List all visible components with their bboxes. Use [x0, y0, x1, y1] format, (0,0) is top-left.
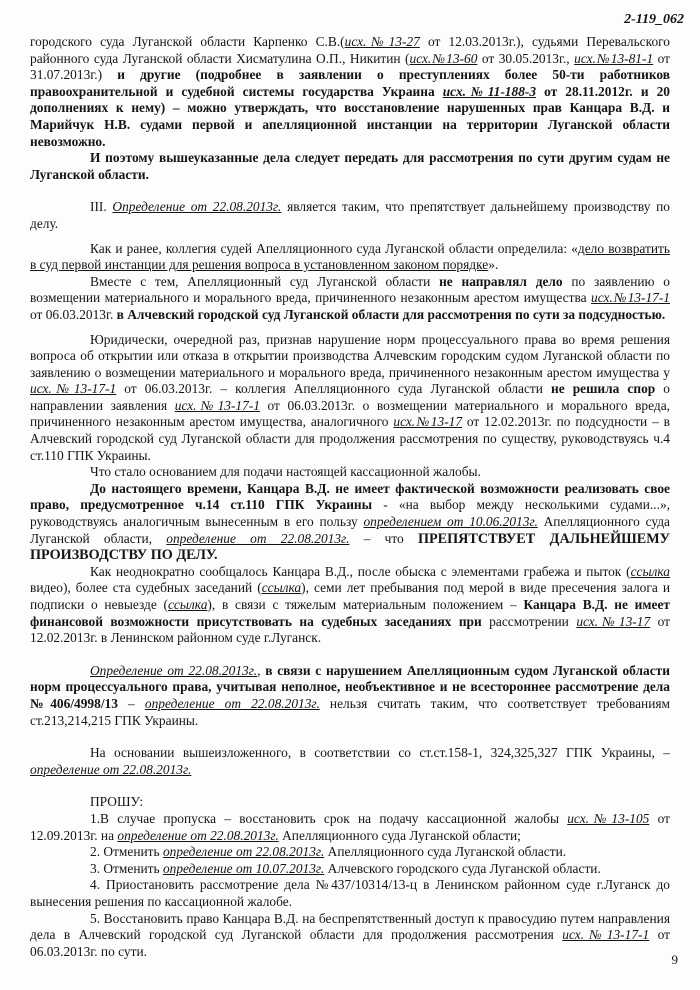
text-run: исх.№13-60 — [409, 50, 478, 66]
text-run: определение от 22.08.2013г. — [162, 844, 325, 860]
text-run: от 06.03.2013г. — [30, 306, 117, 322]
text-run: определение от 22.08.2013г. — [30, 761, 192, 777]
text-run: исх.№13-105 — [567, 810, 650, 826]
text-run: И поэтому вышеуказанные дела следует передать для рассмотрения по сути другим судам не Луганской области. — [30, 150, 670, 182]
text-run: – — [117, 695, 145, 711]
text-run: исх.№13-17 — [576, 613, 651, 629]
page-number: 9 — [671, 952, 678, 967]
text-run: Определение от 22.08.2013г. — [112, 199, 282, 215]
text-run: На основании вышеизложенного, в соответствии со ст.ст.158-1, 324,325,327 ГПК Украины, – — [90, 745, 670, 761]
para-not-sent — [30, 274, 670, 324]
text-run: от 12.03.2013г.), судьями Перевальского районного суда Луганской области Хисматулина О.П., Никитин ( — [30, 34, 670, 66]
text-run: от 06.03.2013г. по сути. — [30, 927, 671, 959]
text-run: по заявлению о возмещении материального и морального вреда, причиненного незаконным арестом имущества — [30, 273, 670, 306]
text-run: Юридически, очередной раз, признав нарушение норм процессуального права во время решения вопроса об открытии или отказа в открытии производства Алчевским городским судом Луганской области по заявлению о возмещении материального и морального вреда, причиненного незаконным арестом имущества у — [30, 331, 670, 380]
text-run: ), семи лет пребывания под мерой в виде пресечения залога и подписки о невыезде ( — [30, 580, 670, 612]
para-intro-continued — [30, 34, 670, 150]
text-run: ». — [488, 257, 499, 273]
text-run: нельзя считать таким, что соответствует требованиям ст.213,214,215 ГПК Украины. — [30, 695, 671, 728]
request-item-4 — [30, 877, 670, 910]
text-run: ПРЕПЯТСТВУЕТ ДАЛЬНЕЙШЕМУ ПРОИЗВОДСТВУ ПО ДЕЛУ. — [30, 530, 671, 564]
text-run: исх.№13-17-1 — [174, 397, 260, 413]
text-run: не направлял дело — [439, 273, 563, 289]
text-run: от 30.05.2013г., — [477, 50, 575, 66]
text-run: 3. Отменить — [90, 860, 163, 876]
text-run: не решила спор — [551, 381, 656, 397]
text-run: от 31.07.2013г.) — [30, 50, 670, 83]
request-item-5 — [30, 911, 670, 961]
text-run: исх.№13-17-1 — [30, 381, 117, 397]
text-run: ПРОШУ: — [90, 794, 144, 810]
document-body — [30, 34, 670, 960]
text-run: – что — [349, 530, 418, 546]
request-heading — [30, 794, 670, 811]
request-item-3 — [30, 861, 670, 878]
text-run: от 06.03.2013г. о возмещении материального и морального вреда, причиненного незаконным арестом имущества, аналогичного — [30, 397, 670, 430]
text-run: определением от 10.06.2013г. — [363, 514, 538, 530]
text-run: ), в связи с тяжелым материальным положением – — [207, 597, 524, 612]
para-cassation-basis — [30, 464, 670, 481]
text-run: исх.№13-81-1 — [574, 50, 654, 66]
text-run: Алчевского городского суда Луганской области. — [324, 860, 601, 876]
text-run: от 06.03.2013г. – коллегия Апелляционного суда Луганской области — [116, 381, 551, 397]
text-run: - «на выбор между несколькими судами...», руководствуясь аналогичным вынесенным в его пользу — [30, 497, 670, 530]
para-no-possibility — [30, 481, 670, 564]
text-run: До настоящего времени, Канцара В.Д. не имеет фактической возможности реализовать свое право, предусмотренное ч.14 ст.110 ГПК Украины — [30, 480, 670, 513]
text-run: 4. Приостановить рассмотрение дела №437/10314/13-ц в Ленинском районном суде г.Луганск до вынесения решения по кассационной жалобе. — [30, 877, 670, 909]
text-run: исх.№11-188-3 — [442, 83, 537, 99]
text-run: Как и ранее, коллегия судей Апелляционного суда Луганской области определила: « — [90, 240, 578, 256]
para-search-reports — [30, 564, 670, 647]
text-run: 2. Отменить — [90, 844, 163, 860]
text-run: 5. Восстановить право Канцара В.Д. на беспрепятственный доступ к правосудию путем направления дела в Алчевский городской суд Луганской области для продолжения рассмотрения — [30, 910, 670, 943]
text-run: от 12.02.2013г. в Ленинском районном суде г.Луганск. — [30, 613, 670, 646]
text-run: определение от 10.07.2013г. — [162, 860, 325, 876]
text-run: рассмотрении — [481, 613, 577, 629]
text-run: Как неоднократно сообщалось Канцара В.Д., после обыска с элементами грабежа и пыток ( — [90, 563, 631, 579]
para-conclusion-transfer — [30, 150, 670, 183]
text-run: исх.№13-17-1 — [591, 290, 670, 306]
para-appellate-court — [30, 241, 670, 274]
text-run: Что стало основанием для подачи настоящей кассационной жалобы. — [90, 464, 481, 480]
text-run: определение от 22.08.2013г. — [117, 827, 279, 843]
text-run: в Алчевский городской суд Луганской области для рассмотрения по сути за подсудностью. — [116, 306, 666, 322]
para-section-three — [30, 199, 670, 232]
para-legal-violation — [30, 332, 670, 465]
text-run: Апелляционного суда Луганской области. — [324, 844, 567, 860]
text-run: от 28.11.2012г. и 20 дополнениях к нему) – можно утверждать, что восстановление нарушенных прав Канцара В.Д. и Марийчук Н.В. судами первой и апелляционной инстанции на территории Луганской области невозможно. — [30, 83, 671, 149]
text-run: от 12.02.2013г. по подсудности – в Алчевский городской суд Луганской области для продолжения рассмотрения по существу, руководствуясь ч.4 ст.110 ГПК Украины. — [30, 414, 670, 463]
text-run: Определение от 22.08.2013г. — [90, 662, 258, 678]
text-run: определение от 22.08.2013г. — [166, 530, 350, 546]
document-id: 2-119_062 — [624, 12, 684, 27]
text-run: ссылка — [630, 563, 670, 579]
text-run: является таким, что препятствует дальнейшему производству по делу. — [30, 199, 670, 231]
text-run: исх.№13-17 — [393, 414, 463, 430]
text-run: Канцара В.Д. не имеет финансовой возможности присутствовать на судебных заседаниях при — [30, 597, 670, 629]
request-item-1 — [30, 811, 670, 844]
text-run: 1.В случае пропуска – восстановить срок на подачу кассационной жалобы — [90, 810, 568, 826]
text-run: о направлении заявления — [30, 381, 670, 413]
text-run: исх.№13-17-1 — [562, 927, 650, 943]
text-run: видео), более ста судебных заседаний ( — [30, 580, 262, 596]
text-run: исх.№13-27 — [344, 34, 420, 49]
text-run: и другие (подробнее в заявлении о преступлениях более 50-ти работников правоохранительной и судебной системы государства Украина — [30, 67, 670, 99]
request-item-2 — [30, 844, 670, 861]
para-ruling-violation — [30, 663, 670, 729]
text-run: III. — [90, 199, 113, 215]
text-run: ссылка — [261, 580, 302, 596]
text-run: , — [257, 662, 266, 678]
text-run: ссылка — [167, 597, 208, 612]
para-based-on — [30, 745, 670, 778]
text-run: определение от 22.08.2013г. — [144, 695, 320, 711]
text-run: Апелляционного суда Луганской области; — [278, 827, 521, 843]
text-run: в связи с нарушением Апелляционным судом Луганской области норм процессуального права, учитывая неполное, необъективное и не всестороннее рассмотрение дела №406/4998/13 — [30, 662, 670, 711]
text-run: от 12.09.2013г. на — [30, 810, 671, 843]
text-run: городского суда Луганской области Карпенко С.В.( — [30, 34, 345, 49]
text-run: дело возвратить в суд первой инстанции для решения вопроса в установленном законом порядке — [30, 240, 670, 273]
text-run: Вместе с тем, Апелляционный суд Луганской области — [90, 273, 440, 289]
text-run: Апелляционного суда Луганской области, — [30, 514, 670, 546]
